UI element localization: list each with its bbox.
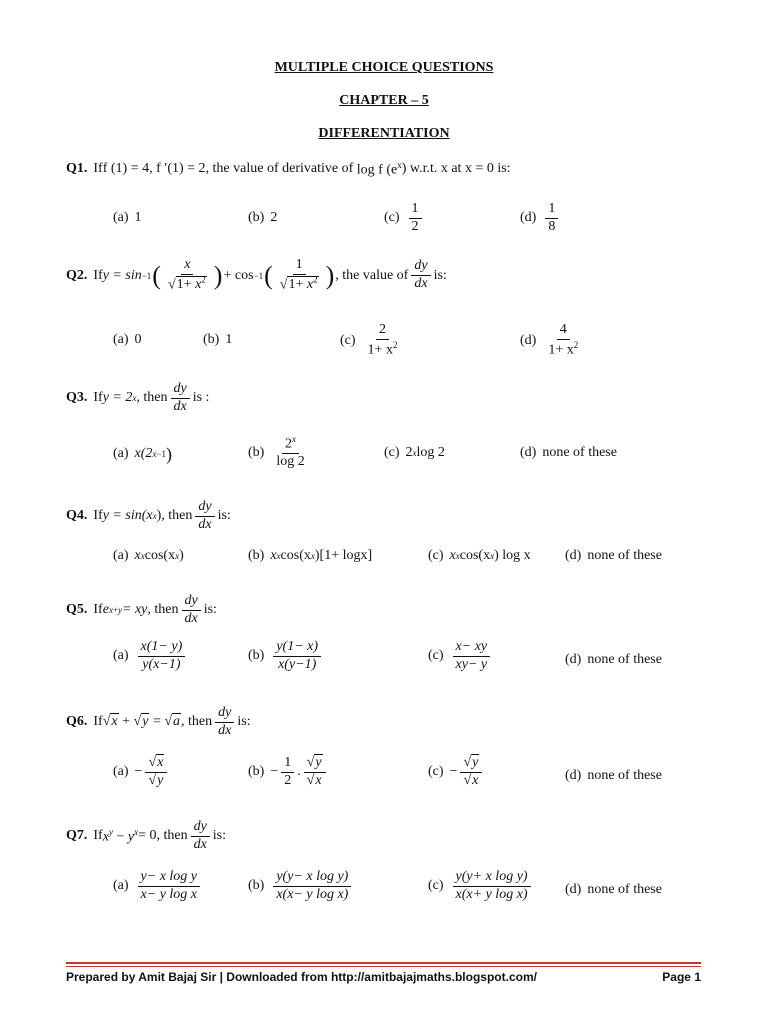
q3-option-c[interactable]: (c) 2 x log 2 — [384, 445, 445, 460]
question-1 — [66, 160, 511, 179]
q7-option-b[interactable]: (b) $\frac{\text{y(y− x log y)}}{\text{x(x− y log x)}}$ — [248, 870, 354, 902]
question-number: Q5. — [66, 602, 88, 618]
question-4: Q4. If y = sin(x x ), then $\frac{dy}{dx}$ is: — [66, 499, 231, 532]
footer-credit: Prepared by Amit Bajaj Sir | Downloaded from http://amitbajajmaths.blogspot.com/ — [66, 970, 537, 984]
q5-option-a[interactable]: (a) $\frac{x(1- y)}{y(x-1)}$ — [113, 640, 188, 672]
question-3: Q3. If y = 2 x , then $\frac{dy}{dx}$ is : — [66, 381, 210, 414]
q7-option-c[interactable]: (c) $\frac{\text{y(y+ x log y)}}{\text{x(x+ y log x)}}$ — [428, 870, 534, 902]
expression: y = 2 — [102, 390, 133, 406]
q5-option-d[interactable]: (d) none of these — [565, 652, 662, 667]
question-number: Q2. — [66, 267, 88, 283]
q1-option-b[interactable]: (b) 2 — [248, 210, 278, 225]
document-title: MULTIPLE CHOICE QUESTIONS — [274, 60, 494, 75]
q6-option-c[interactable]: (c) − $\frac{√y}{√x}$ — [428, 756, 485, 788]
question-number: Q1. — [66, 161, 88, 177]
question-6: Q6. If √x + √y = √a , then $\frac{dy}{dx}$ is: — [66, 705, 251, 738]
expression: y = sin — [102, 267, 142, 283]
question-number: Q6. — [66, 714, 88, 730]
question-5: Q5. If e x+y = xy , then $\frac{dy}{dx}$ is: — [66, 593, 217, 626]
expression: √x + √y = √a — [102, 714, 181, 730]
q2-option-c[interactable]: (c) $\frac{2}{1+ x^2}$ — [340, 322, 398, 358]
q1-option-d[interactable]: (d) $\frac{1}{8}$ — [520, 202, 561, 234]
question-7: Q7. If $x^y - y^x$ = 0 , then $\frac{dy}{dx}$ is: — [66, 819, 227, 852]
question-condition: f (1) = 4, f ′(1) = 2 — [102, 161, 206, 177]
q7-option-a[interactable]: (a) $\frac{\text{y− x log y}}{\text{x− y log x}}$ — [113, 870, 203, 902]
q4-option-a[interactable]: (a) x x cos(x x ) — [113, 548, 184, 563]
q3-option-b[interactable]: (b) $\frac{2^x}{\log 2}$ — [248, 434, 305, 470]
question-2: Q2. If y = sin −1 ( $\frac{x}{√1+ x^2}$ ) + cos −1 ( $\frac{1}{√1+ x^2}$ ) , the value of $\frac{dy}{dx}$ is: — [66, 257, 447, 293]
chapter-heading: CHAPTER – 5 — [339, 93, 429, 108]
page-footer — [66, 970, 701, 984]
topic-heading: DIFFERENTIATION — [318, 126, 450, 141]
q4-option-c[interactable]: (c) x x cos(x x ) log x — [428, 548, 531, 563]
q7-option-d[interactable]: (d) none of these — [565, 882, 662, 897]
q1-option-a[interactable]: (a) 1 — [113, 210, 142, 225]
question-number: Q4. — [66, 508, 88, 524]
q4-option-b[interactable]: (b) x x cos(x x )[1+ logx] — [248, 548, 373, 563]
q2-option-a[interactable]: (a) 0 — [113, 332, 142, 347]
question-text: , the value of derivative of — [205, 161, 354, 177]
q6-option-a[interactable]: (a) − $\frac{√x}{√y}$ — [113, 756, 170, 788]
page-number: Page 1 — [662, 970, 701, 984]
question-number: Q3. — [66, 390, 88, 406]
q1-option-c[interactable]: (c) $\frac{1}{2}$ — [384, 202, 425, 234]
q5-option-b[interactable]: (b) $\frac{y(1- x)}{x(y-1)}$ — [248, 640, 324, 672]
expression: log f ($e^x$ — [356, 160, 402, 178]
question-tail: ) w.r.t. x at x = 0 is: — [401, 161, 511, 177]
question-prefix: If — [93, 161, 103, 177]
q5-option-c[interactable]: (c) $\frac{x- xy}{xy- y}$ — [428, 640, 493, 672]
question-number: Q7. — [66, 828, 88, 844]
q2-option-d[interactable]: (d) $\frac{4}{1+ x^2}$ — [520, 322, 579, 358]
q2-option-b[interactable]: (b) 1 — [203, 332, 233, 347]
expression: $x^y - y^x$ — [102, 826, 139, 845]
q6-option-d[interactable]: (d) none of these — [565, 768, 662, 783]
q4-option-d[interactable]: (d) none of these — [565, 548, 662, 563]
q6-option-b[interactable]: (b) − $\frac{1}{2}$ . $\frac{√y}{√x}$ — [248, 756, 329, 788]
footer-divider — [66, 962, 701, 964]
q3-option-a[interactable]: (a) x(2 x−1 ) — [113, 444, 173, 464]
expression: y = sin(x — [102, 508, 153, 524]
derivative-symbol: $\frac{dy}{dx}$ — [411, 259, 430, 291]
q3-option-d[interactable]: (d) none of these — [520, 445, 617, 460]
footer-divider-thin — [66, 966, 701, 967]
expression: e — [102, 602, 109, 618]
